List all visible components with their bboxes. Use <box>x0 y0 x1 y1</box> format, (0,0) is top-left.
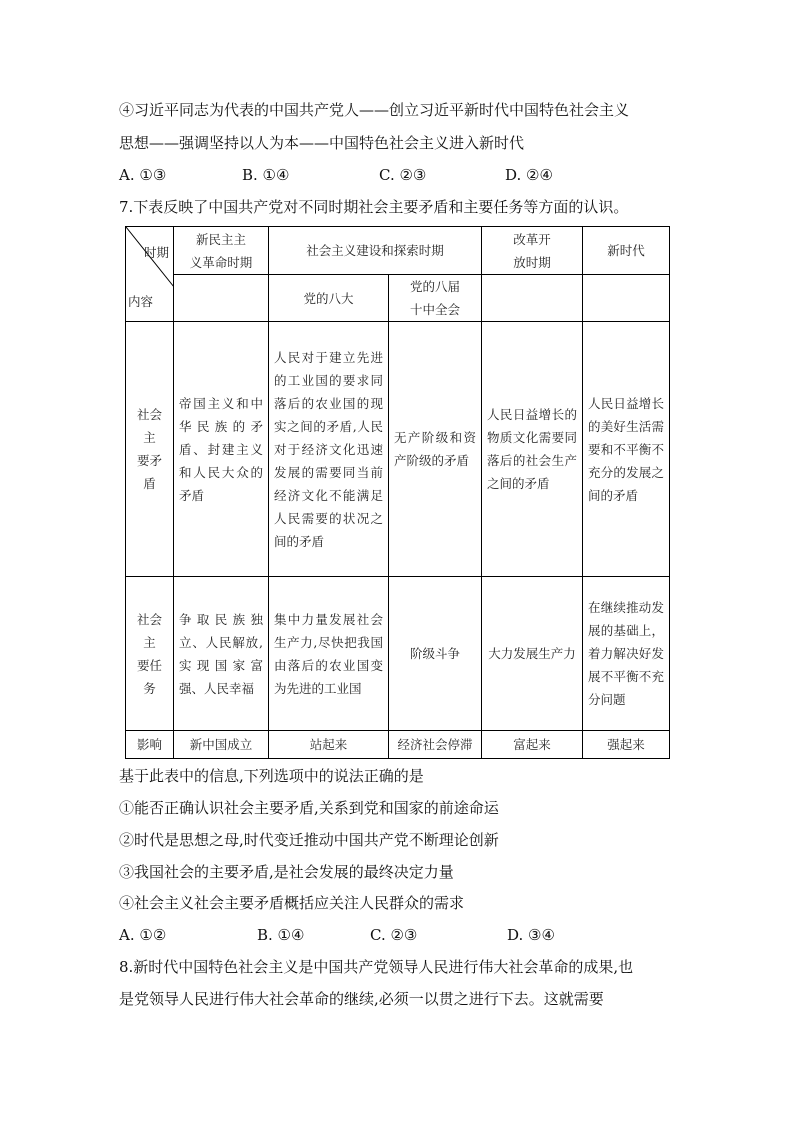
q6-answer-a[interactable]: A. ①③ <box>119 166 167 184</box>
header-eighth-congress: 党的八大 <box>269 275 389 322</box>
header-new-democratic: 新民主主 义革命时期 <box>174 227 269 275</box>
q6-answer-d[interactable]: D. ②④ <box>505 166 553 184</box>
contradiction-table <box>125 226 670 759</box>
q6-option-4-line-2: 思想——强调坚持以人为本——中国特色社会主义进入新时代 <box>119 134 525 152</box>
row-label-task: 社会主 要任务 <box>126 577 174 731</box>
table-cell: 人民日益增长的物质文化需要同落后的社会生产之间的矛盾 <box>482 322 583 577</box>
header-reform-opening: 改革开 放时期 <box>482 227 583 275</box>
table-cell: 争取民族独立、人民解放,实现国家富强、人民幸福 <box>174 577 269 731</box>
q7-statement-3: ③我国社会的主要矛盾,是社会发展的最终决定力量 <box>119 863 454 881</box>
table-cell: 新中国成立 <box>174 731 269 759</box>
table-cell: 站起来 <box>269 731 389 759</box>
q7-answer-b[interactable]: B. ①④ <box>257 926 305 944</box>
header-socialist-construction: 社会主义建设和探索时期 <box>269 227 482 275</box>
q8-stem-line-1: 8.新时代中国特色社会主义是中国共产党领导人民进行伟大社会革命的成果,也 <box>119 958 634 976</box>
table-cell: 人民对于建立先进的工业国的要求同落后的农业国的现实之间的矛盾,人民对于经济文化迅速发展的需要同当前经济文化不能满足人民需要的状况之间的矛盾 <box>269 322 389 577</box>
table-cell: 帝国主义和中华民族的矛盾、封建主义和人民大众的矛盾 <box>174 322 269 577</box>
q8-stem-line-2: 是党领导人民进行伟大社会革命的继续,必须一以贯之进行下去。这就需要 <box>119 990 604 1008</box>
q7-prompt: 基于此表中的信息,下列选项中的说法正确的是 <box>119 767 424 785</box>
q7-stem: 7.下表反映了中国共产党对不同时期社会主要矛盾和主要任务等方面的认识。 <box>119 198 629 216</box>
table-cell: 阶级斗争 <box>389 577 482 731</box>
header-empty-cell <box>583 275 670 322</box>
table-corner-header <box>126 227 174 322</box>
table-cell: 经济社会停滞 <box>389 731 482 759</box>
table-cell: 集中力量发展社会生产力,尽快把我国由落后的农业国变为先进的工业国 <box>269 577 389 731</box>
header-new-era: 新时代 <box>583 227 670 275</box>
q7-answer-c[interactable]: C. ②③ <box>370 926 418 944</box>
q7-statement-2: ②时代是思想之母,时代变迁推动中国共产党不断理论创新 <box>119 831 499 849</box>
q7-statement-4: ④社会主义社会主要矛盾概括应关注人民群众的需求 <box>119 894 465 912</box>
q6-answer-b[interactable]: B. ①④ <box>242 166 290 184</box>
q7-answer-a[interactable]: A. ①② <box>119 926 167 944</box>
q7-answer-d[interactable]: D. ③④ <box>507 926 555 944</box>
corner-label-period: 时期 <box>143 245 169 260</box>
table-cell: 人民日益增长的美好生活需要和不平衡不充分的发展之间的矛盾 <box>583 322 670 577</box>
table-cell: 大力发展生产力 <box>482 577 583 731</box>
table-cell: 无产阶级和资产阶级的矛盾 <box>389 322 482 577</box>
q6-answer-c[interactable]: C. ②③ <box>379 166 427 184</box>
row-label-contradiction: 社会主 要矛盾 <box>126 322 174 577</box>
q7-statement-1: ①能否正确认识社会主要矛盾,关系到党和国家的前途命运 <box>119 799 499 817</box>
header-empty-cell <box>482 275 583 322</box>
table-cell: 在继续推动发展的基础上， 着力解决好发展不平衡不充分问题 <box>583 577 670 731</box>
header-tenth-plenum: 党的八届 十中全会 <box>389 275 482 322</box>
table-cell: 富起来 <box>482 731 583 759</box>
row-label-impact: 影响 <box>126 731 174 759</box>
table-cell: 强起来 <box>583 731 670 759</box>
corner-label-content: 内容 <box>128 294 154 309</box>
header-empty-cell <box>174 275 269 322</box>
q6-option-4-line-1: ④习近平同志为代表的中国共产党人——创立习近平新时代中国特色社会主义 <box>119 101 630 119</box>
